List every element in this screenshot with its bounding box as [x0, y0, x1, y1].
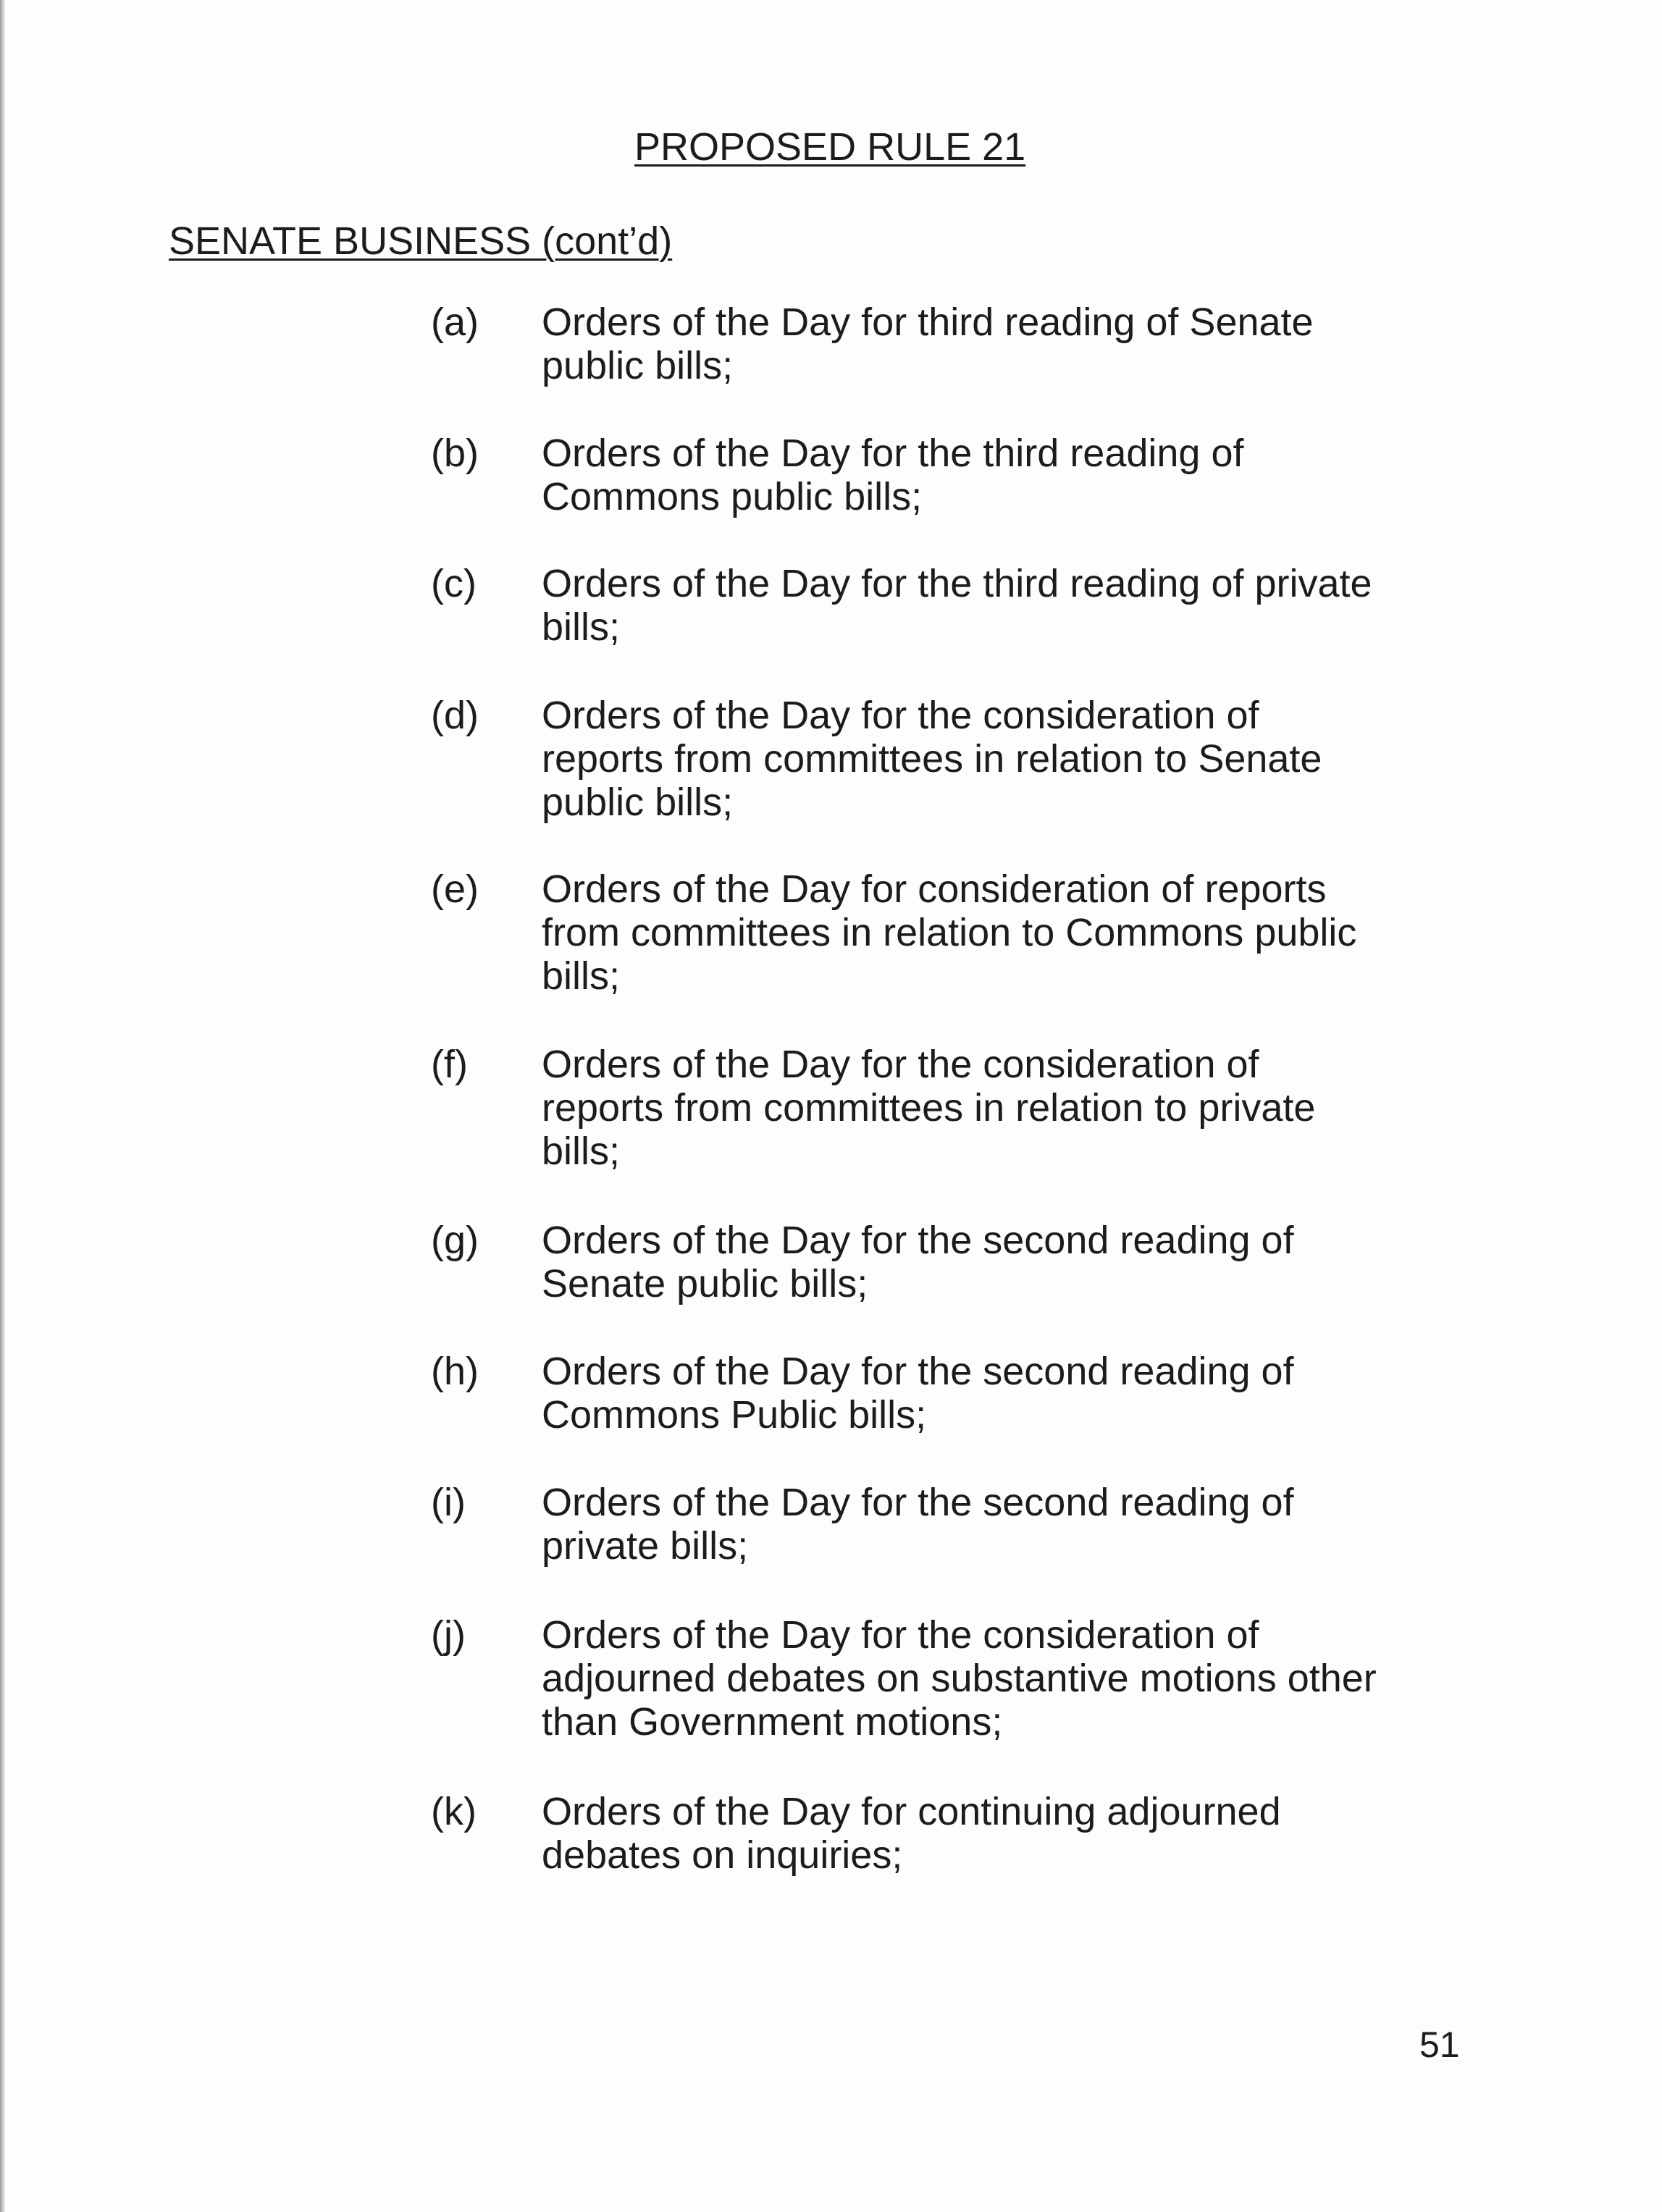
item-text: Orders of the Day for the consideration of reports from committees in relation to private bills; — [542, 1043, 1316, 1173]
item-marker: (k) — [431, 1790, 477, 1833]
item-text: Orders of the Day for the consideration of adjourned debates on substantive motions other than Government motions; — [542, 1613, 1377, 1744]
item-text: Orders of the Day for the second reading of Senate public bills; — [542, 1219, 1294, 1305]
item-marker: (i) — [431, 1481, 466, 1524]
item-marker: (c) — [431, 562, 477, 605]
item-marker: (b) — [431, 432, 479, 475]
item-marker: (j) — [431, 1613, 466, 1657]
item-text: Orders of the Day for the third reading of private bills; — [542, 562, 1372, 649]
item-marker: (g) — [431, 1219, 479, 1262]
item-marker: (f) — [431, 1043, 468, 1086]
item-text: Orders of the Day for the consideration of reports from committees in relation to Senate public bills; — [542, 694, 1322, 824]
item-text: Orders of the Day for the second reading of private bills; — [542, 1481, 1294, 1568]
page-title: PROPOSED RULE 21 — [634, 125, 1026, 169]
item-text: Orders of the Day for the third reading of Commons public bills; — [542, 432, 1244, 518]
item-marker: (a) — [431, 300, 479, 344]
section-heading: SENATE BUSINESS (cont’d) — [169, 219, 673, 263]
item-marker: (h) — [431, 1350, 479, 1393]
page-number: 51 — [1419, 2024, 1460, 2065]
item-text: Orders of the Day for consideration of reports from committees in relation to Commons public bills; — [542, 867, 1357, 998]
item-text: Orders of the Day for continuing adjourned debates on inquiries; — [542, 1790, 1281, 1877]
item-text: Orders of the Day for third reading of Senate public bills; — [542, 300, 1314, 387]
item-text: Orders of the Day for the second reading of Commons Public bills; — [542, 1350, 1294, 1437]
item-marker: (e) — [431, 867, 479, 911]
item-marker: (d) — [431, 694, 479, 737]
